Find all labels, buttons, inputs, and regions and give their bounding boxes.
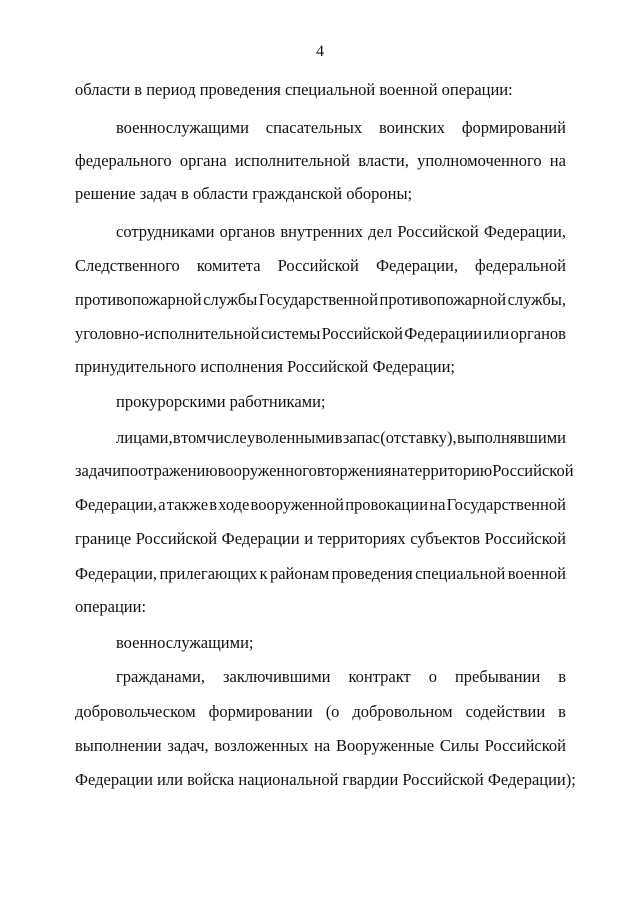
text-line: Федерации или войска национальной гвардии Российской Федерации); — [75, 770, 576, 789]
text-line — [75, 702, 566, 722]
text-line — [75, 256, 566, 276]
word: границе — [75, 529, 132, 548]
word: контракт — [348, 667, 411, 686]
word: к — [259, 564, 268, 583]
word: о — [428, 667, 437, 686]
text-line: принудительного исполнения Российской Федерации; — [75, 357, 456, 376]
word: сотрудниками — [116, 222, 215, 241]
word: органов — [510, 324, 566, 343]
word: комитета — [196, 256, 261, 275]
word: числе — [206, 428, 247, 447]
word: уголовно-исполнительной — [75, 324, 260, 343]
word: на — [314, 736, 331, 755]
word: воинских — [378, 118, 445, 137]
word: Российской — [321, 324, 403, 343]
text-line — [75, 324, 566, 344]
word: Российской — [484, 529, 566, 548]
text-line — [116, 428, 566, 448]
word: в — [334, 428, 343, 447]
word: противопожарной — [379, 290, 507, 309]
word: формировании — [208, 702, 313, 721]
word: органов — [219, 222, 276, 241]
text-line — [75, 564, 566, 584]
word: Федерации, — [75, 495, 158, 514]
word: вооруженной — [250, 495, 345, 514]
word: Федерации, — [483, 222, 566, 241]
word: запас — [342, 428, 380, 447]
word: территорию — [407, 461, 493, 480]
text-line — [75, 529, 566, 549]
word: по — [121, 461, 139, 480]
text-line: прокурорскими работниками; — [116, 392, 326, 411]
word: формирований — [461, 118, 566, 137]
word: и — [304, 529, 314, 548]
word: ходе — [218, 495, 250, 514]
text-line: решение задач в области гражданской обороны; — [75, 184, 413, 203]
word: Вооруженные — [335, 736, 435, 755]
word: гражданами, — [116, 667, 206, 686]
word: заключившими — [222, 667, 331, 686]
word: или — [483, 324, 510, 343]
word: противопожарной — [75, 290, 202, 309]
word: Федерации, — [375, 256, 458, 275]
word: службы — [203, 290, 258, 309]
text-line — [75, 461, 574, 481]
word: прилегающих — [159, 564, 258, 583]
word: исполнительной — [234, 151, 350, 170]
word: пребывании — [454, 667, 541, 686]
word: власти, — [358, 151, 409, 170]
word: содействии — [465, 702, 546, 721]
word: лицами, — [116, 428, 173, 447]
word: том — [180, 428, 207, 447]
word: также — [166, 495, 209, 514]
word: задач, — [167, 736, 209, 755]
word: добровольческом — [75, 702, 196, 721]
text-line — [116, 667, 566, 687]
word: уполномоченного — [417, 151, 542, 170]
word: Федерации, — [75, 564, 158, 583]
word: территориях — [317, 529, 406, 548]
word: (отставку), — [380, 428, 457, 447]
word: Государственной — [446, 495, 566, 514]
word: Федерации — [221, 529, 300, 548]
word: спасательных — [265, 118, 363, 137]
word: в — [172, 428, 181, 447]
word: проведения — [331, 564, 413, 583]
word: вооруженного — [217, 461, 317, 480]
word: в — [558, 667, 566, 686]
text-line — [75, 290, 566, 310]
word: системы — [260, 324, 321, 343]
word: федерального — [75, 151, 172, 170]
word: провокации — [345, 495, 429, 514]
word: (о — [325, 702, 340, 721]
word: на — [549, 151, 566, 170]
word: на — [429, 495, 446, 514]
word: военнослужащими — [116, 118, 249, 137]
word: Российской — [135, 529, 218, 548]
word: Российской — [484, 736, 566, 755]
word: Российской — [397, 222, 479, 241]
word: на — [391, 461, 408, 480]
word: вторжения — [316, 461, 392, 480]
word: выполнении — [75, 736, 162, 755]
page-number: 4 — [316, 43, 324, 60]
text-line — [75, 151, 566, 171]
word: возложенных — [214, 736, 309, 755]
word: районам — [269, 564, 330, 583]
word: в — [209, 495, 218, 514]
word: Силы — [439, 736, 479, 755]
word: федеральной — [475, 256, 566, 275]
word: уволенными — [246, 428, 335, 447]
text-line: области в период проведения специальной военной операции: — [75, 80, 513, 99]
word: Российской — [492, 461, 574, 480]
text-line: военнослужащими; — [116, 633, 254, 652]
word: специальной — [415, 564, 506, 583]
word: а — [158, 495, 166, 514]
word: дел — [368, 222, 393, 241]
text-line — [75, 736, 566, 756]
word: субъектов — [410, 529, 481, 548]
word: внутренних — [280, 222, 363, 241]
word: службы, — [507, 290, 566, 309]
text-line — [116, 118, 566, 138]
word: отражению — [138, 461, 218, 480]
word: выполнявшими — [456, 428, 566, 447]
word: задачи — [75, 461, 122, 480]
word: военной — [507, 564, 566, 583]
word: Федерации — [404, 324, 483, 343]
word: Следственного — [75, 256, 180, 275]
text-line — [116, 222, 566, 242]
word: органа — [179, 151, 227, 170]
word: добровольном — [352, 702, 453, 721]
word: Российской — [277, 256, 359, 275]
text-line — [75, 495, 566, 515]
word: Государственной — [258, 290, 379, 309]
word: в — [558, 702, 566, 721]
text-line: операции: — [75, 597, 147, 616]
